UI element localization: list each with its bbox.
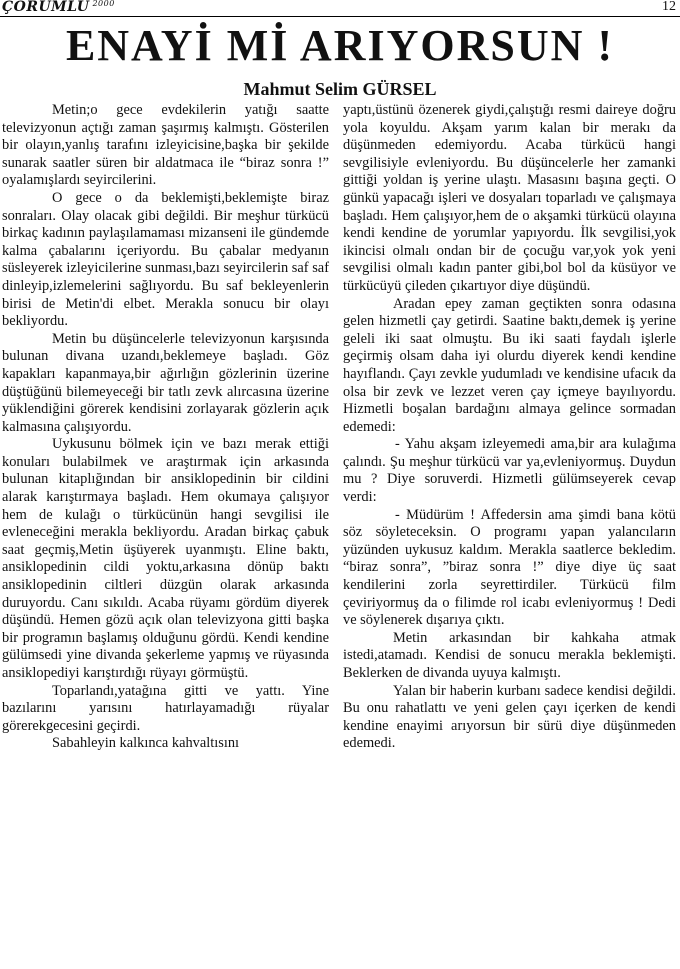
article-column-right: [343, 102, 676, 753]
paragraph: Sabahleyin kalkınca kahvaltısını: [52, 735, 240, 752]
page-header: [0, 0, 680, 18]
dialogue-paragraph: - Müdürüm ! Affedersin ama şimdi bana kötü söz söyleteceksin. O programı yapan yalancıların yüzünden uykusuz kaldım. Merakla saatlerce bekledim. “biraz sonra”, ”biraz sonra !” diye diye üç saat kendilerini zorla seyrettirdiler. Türkücü film çeviriyormuş da o filimde rol icabı evleniyormuş ! Dedi ve söylenerek dışarıya çıktı.: [343, 506, 676, 629]
magazine-name: ÇORUMLU: [2, 0, 90, 15]
article-column-left: [2, 102, 329, 753]
article-author: Mahmut Selim GÜRSEL: [243, 79, 437, 99]
paragraph: Aradan epey zaman geçtikten sonra odasına gelen hizmetli çay getirdi. Saatine baktı,demek iş yerine geleli iki saat olmuştu. Bu iki saati faydalı işlerle geçirmiş olsam daha iyi olurdu diyerek kendi kendine hayıflandı. Çayı zevkle yudumladı ve kendisine ufacık da olsa bir zevk ve lezzet veren çay içmeye bayılıyordu. Hizmetli boşalan bardağını almaya gelince sormadan edemedi:: [343, 295, 676, 435]
magazine-year: 2000: [92, 0, 115, 8]
paragraph: Uykusunu bölmek için ve bazı merak ettiği konuları bulabilmek ve araştırmak için arkasında bulunan kitaplığından bir ansiklopedinin bir cildini alarak karıştırmaya başladı. Hem okumaya çalışıyor hem de kulağı o türkücünün hangi sevgilisi ile evleneceğini merakla bekliyordu. Aradan birkaç çabuk saat geçmiş,Metin üşüyerek uyanmıştı. Eline baktı, ansiklopedinin cildi yoktu,arkasına dönüp baktı ansiklopedinin ciltleri düzgün olarak arkasında duruyordu. Canı sıkıldı. Acaba rüyamı gördüm diyerek düşündü. Hemen gözü açık olan televizyona gitti başka bir programın başlamış olduğunu gördü. Kendi kendine gülümsedi yine divanda şekerleme yapmış ve rüyasında ansiklopediyi karıştırdığı rüyayı görmüştü.: [2, 436, 329, 681]
paragraph: Metin;o gece evdekilerin yatığı saatte televizyonun açtığı zaman şaşırmış kalmıştı. Gösterilen bir olayın,yanlış tarafını izleyicisine,başka bir şekilde sunarak saatler süren bir aldatmaca ile “biraz sonra !” oyalamışlardı seyircilerini.: [2, 102, 329, 189]
dialogue-paragraph: - Yahu akşam izleyemedi ama,bir ara kulağıma çalındı. Şu meşhur türkücü var ya,evleniyormuş. Duydun mu ? Diye soruverdi. Hizmetli gülümseyerek cevap verdi:: [343, 436, 676, 506]
paragraph: Toparlandı,yatağına gitti ve yattı. Yine bazılarını yarısını hatırlayamadığı rüyalar görerekgecesini geçirdi.: [2, 682, 329, 734]
paragraph: yaptı,üstünü özenerek giydi,çalıştığı resmi daireye doğru yola koyuldu. Akşam yarım kalan bir merakı da düşünmeden edemiyordu. Acaba türkücü hangi sevgilisiyle evleniyordu. Bu düşüncelerle her zamanki gittiği yoldan iş yerine ulaştı. Masasını başına geçti. O günkü yapacağı işleri ve dosyaları toparladı ve çalışmaya başladı. Hem çalışıyor,hem de o akşamki türkücü olayına kendi kendine de yorumlar yapıyordu. İlk sevgilisi,yok ikincisi olmalı ondan bir de çocuğu var,yok yok yeni sevgilisi olmalı kadın panter gibi,bol bol da küsüyor ve türkücüyü çileden çıkartıyor diye düşündü.: [343, 102, 676, 294]
paragraph: Yalan bir haberin kurbanı sadece kendisi değildi. Bu onu rahatlattı ve yeni gelen çayı içerken de kendi kendine enayimi arıyorsun bir sürü diye düşünmeden edemedi.: [343, 682, 676, 752]
paragraph: Metin bu düşüncelerle televizyonun karşısında bulunan divana uzandı,beklemeye başladı. Göz kapakları kapanmaya,bir ağırlığın gözlerinin üzerine düştüğünü bilemeyeceği bir tatlı zevk alırcasına üzerine yüklendiğini görerek kendisini zorlayarak gözlerin açık kalmasına çalışıyordu.: [2, 330, 329, 435]
page-number: 12: [662, 0, 676, 14]
paragraph: Metin arkasından bir kahkaha atmak istedi,atamadı. Kendisi de sonucu merakla beklemişti. Beklerken de divanda uyuya kalmıştı.: [343, 629, 676, 681]
header-rule: [0, 16, 680, 17]
magazine-logo: [2, 0, 115, 15]
paragraph: O gece o da beklemişti,beklemişte biraz sonraları. Olay olacak gibi değildi. Bir meşhur türkücü birkaç kadının paylaşılamaması mizanseni ile gündemde kalma çabalarını içeriyordu. Bu çabalar medyanın süsleyerek izleyicilerine sunması,bazı seyircilerin saf saf dinleyip,izlemelerini sağlıyordu. Bu saf bekleyenlerin birisi de Metin'di elbet. Merakla sonucu bir olayı bekliyordu.: [2, 189, 329, 330]
article-title: ENAYİ Mİ ARIYORSUN !: [65, 21, 615, 70]
